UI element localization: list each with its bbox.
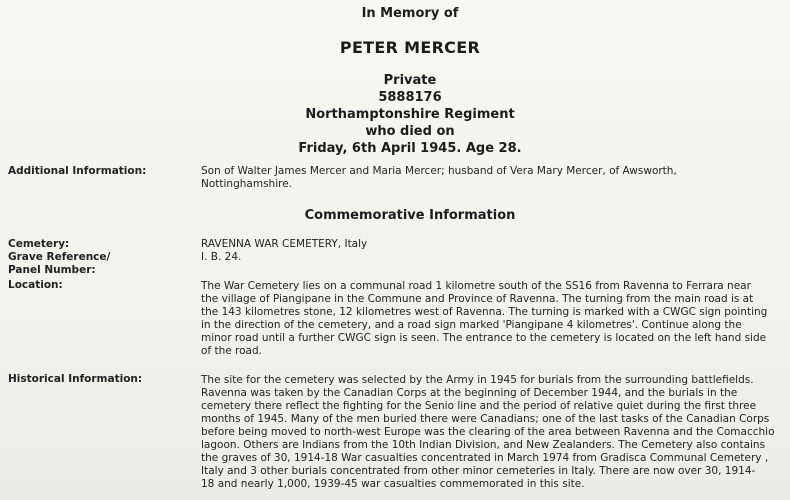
- who-died-on: who died on: [365, 124, 455, 139]
- historical-line: Ravenna was taken by the Canadian Corps at the beginning of December 1944, and the burials in the: [201, 387, 738, 399]
- historical-text: [201, 374, 785, 491]
- service-number: 5888176: [378, 90, 442, 105]
- service-details: [200, 72, 620, 157]
- historical-line: The site for the cemetery was selected by the Army in 1945 for burials from the surrounding battlefields.: [201, 374, 754, 386]
- location-text: [201, 280, 785, 358]
- grave-reference-value: I. B. 24.: [201, 251, 242, 263]
- additional-info-line: Nottinghamshire.: [201, 178, 292, 190]
- grave-reference-label: [8, 251, 110, 277]
- location-line: the 143 kilometres stone, 12 kilometres west of Ravenna. The turning is marked with a CWGC sign pointing: [201, 306, 768, 318]
- location-line: in the direction of the cemetery, and a road sign marked 'Piangipane 4 kilometres'. Continue along the: [201, 319, 742, 331]
- additional-info-value: [201, 165, 785, 191]
- location-label: Location:: [8, 279, 63, 291]
- location-line: minor road until a further CWGC sign is seen. The entrance to the cemetery is located on the left hand side: [201, 332, 767, 344]
- historical-info-label: Historical Information:: [8, 373, 143, 385]
- panel-number-label-line: Panel Number:: [8, 264, 96, 276]
- historical-line: before being moved to north-west Europe was the clearing of the area between Ravenna and the Comacchio: [201, 426, 775, 438]
- additional-info-line: Son of Walter James Mercer and Maria Mercer; husband of Vera Mary Mercer, of Awsworth,: [201, 165, 677, 177]
- location-line: The War Cemetery lies on a communal road 1 kilometre south of the SS16 from Ravenna to Ferrara near: [201, 280, 751, 292]
- historical-line: lagoon. Others are Indians from the 10th Indian Division, and New Zealanders. The Cemetery also contains: [201, 439, 766, 451]
- historical-line: 18 and nearly 1,000, 1939-45 war casualties commemorated in this site.: [201, 478, 585, 490]
- cemetery-label: Cemetery:: [8, 238, 70, 250]
- soldier-name: PETER MERCER: [339, 38, 481, 57]
- location-line: of the road.: [201, 345, 262, 357]
- regiment: Northamptonshire Regiment: [305, 107, 515, 122]
- historical-line: cemetery there reflect the fighting for the Senio line and the period of relative quiet during the first three: [201, 400, 757, 412]
- in-memory-heading: In Memory of: [361, 6, 459, 21]
- rank: Private: [383, 73, 437, 88]
- additional-info-label: Additional Information:: [8, 165, 147, 177]
- historical-line: the graves of 30, 1914-18 War casualties concentrated in March 1974 from Gradisca Communal Cemetery ,: [201, 452, 769, 464]
- death-date-age: Friday, 6th April 1945. Age 28.: [298, 141, 522, 156]
- location-line: the village of Piangipane in the Commune and Province of Ravenna. The turning from the main road is at: [201, 293, 754, 305]
- grave-reference-label-line: Grave Reference/: [8, 251, 111, 263]
- cemetery-value: RAVENNA WAR CEMETERY, Italy: [201, 238, 368, 250]
- historical-line: months of 1945. Many of the men buried there were Canadians; one of the last tasks of the Canadian Corps: [201, 413, 770, 425]
- commemorative-title: Commemorative Information: [304, 208, 516, 223]
- historical-line: Italy and 3 other burials concentrated from other minor cemeteries in Italy. There are now over 30, 1914-: [201, 465, 756, 477]
